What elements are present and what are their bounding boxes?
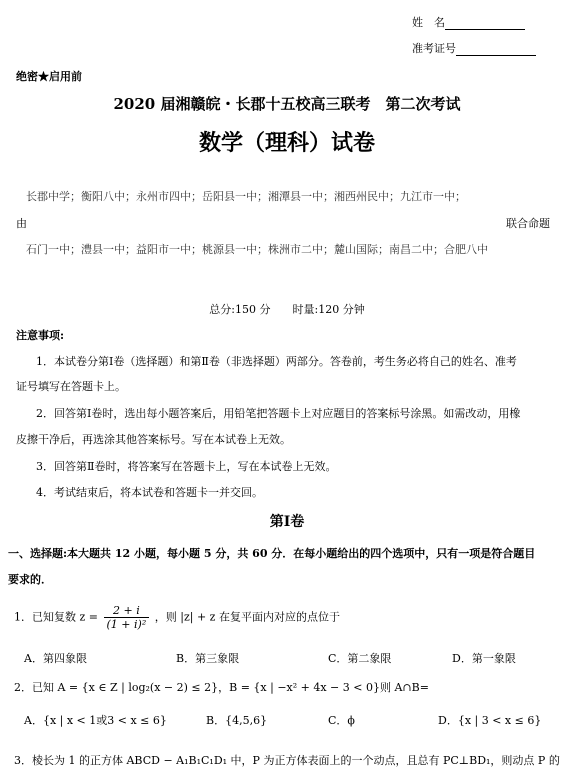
- name-field: [412, 14, 525, 30]
- schools-line1: 长郡中学；衡阳八中；永州市四中；岳阳县一中；湘潭县一中；湘西州民中；九江市一中；: [26, 190, 466, 203]
- secret-tag: 绝密★启用前: [16, 70, 82, 83]
- section-instruction: 一、选择题:本大题共 12 小题，每小题 5 分，共 60 分．在每小题给出的四个选项中，只有一项是符合题目: [8, 547, 536, 560]
- q1-stem-prefix: 1．已知复数 z =: [14, 610, 99, 624]
- q2-stem: 2．已知 A = {x ∈ Z | log₂(x − 2) ≤ 2}，B = {x | −x² + 4x − 3 < 0}则 A∩B=: [14, 681, 429, 694]
- exam-id-underline: [456, 43, 536, 56]
- schools-line3: 石门一中；澧县一中；益阳市一中；桃源县一中；株洲市二中；麓山国际；南昌二中；合肥八中: [26, 243, 488, 256]
- section-instruction-cont: 要求的．: [8, 573, 52, 586]
- q1-stem: [14, 604, 340, 631]
- section-title: 第Ⅰ卷: [269, 514, 305, 530]
- q1-fraction: [104, 604, 150, 631]
- q1-option-d: D．第一象限: [452, 652, 516, 665]
- q1-frac-denominator: (1 + i)²: [106, 618, 147, 631]
- q1-option-c: C．第二象限: [328, 652, 392, 665]
- name-underline: [445, 17, 525, 30]
- schools-left: 由: [16, 217, 27, 230]
- exam-id-label: 准考证号: [412, 42, 456, 55]
- q1-stem-suffix: ，则 |z| + z 在复平面内对应的点位于: [154, 610, 340, 624]
- score-info: 总分:150 分 时量:120 分钟: [209, 303, 365, 316]
- title-line2: 数学（理科）试卷: [198, 130, 375, 156]
- q2-option-a: A．{x | x < 1或3 < x ≤ 6}: [24, 714, 167, 727]
- q2-option-b: B．{4,5,6}: [206, 714, 268, 727]
- note-line: 1．本试卷分第Ⅰ卷（选择题）和第Ⅱ卷（非选择题）两部分。答卷前，考生务必将自己的姓名、准考: [36, 355, 517, 368]
- schools-right: 联合命题: [506, 217, 550, 230]
- note-line: 3．回答第Ⅱ卷时，将答案写在答题卡上，写在本试卷上无效。: [36, 460, 337, 473]
- q3-stem: 3．棱长为 1 的正方体 ABCD − A₁B₁C₁D₁ 中，P 为正方体表面上的一个动点，且总有 PC⊥BD₁，则动点 P 的: [14, 754, 560, 767]
- name-label: 姓 名: [412, 16, 445, 29]
- note-line: 皮擦干净后，再选涂其他答案标号。写在本试卷上无效。: [16, 433, 291, 446]
- title-line1: 2020 届湘赣皖・长郡十五校高三联考 第二次考试: [113, 95, 461, 113]
- q1-option-b: B．第三象限: [176, 652, 240, 665]
- q1-frac-numerator: 2 + i: [104, 604, 150, 618]
- note-line: 2．回答第Ⅰ卷时，选出每小题答案后，用铅笔把答题卡上对应题目的答案标号涂黑。如需改动，用橡: [36, 407, 521, 420]
- q2-option-d: D．{x | 3 < x ≤ 6}: [438, 714, 542, 727]
- q1-option-a: A．第四象限: [24, 652, 87, 665]
- note-line: 证号填写在答题卡上。: [16, 380, 126, 393]
- note-line: 4．考试结束后，将本试卷和答题卡一并交回。: [36, 486, 263, 499]
- notes-heading: 注意事项:: [16, 329, 65, 342]
- exam-id-field: [412, 40, 536, 56]
- q2-option-c: C．ϕ: [328, 714, 355, 727]
